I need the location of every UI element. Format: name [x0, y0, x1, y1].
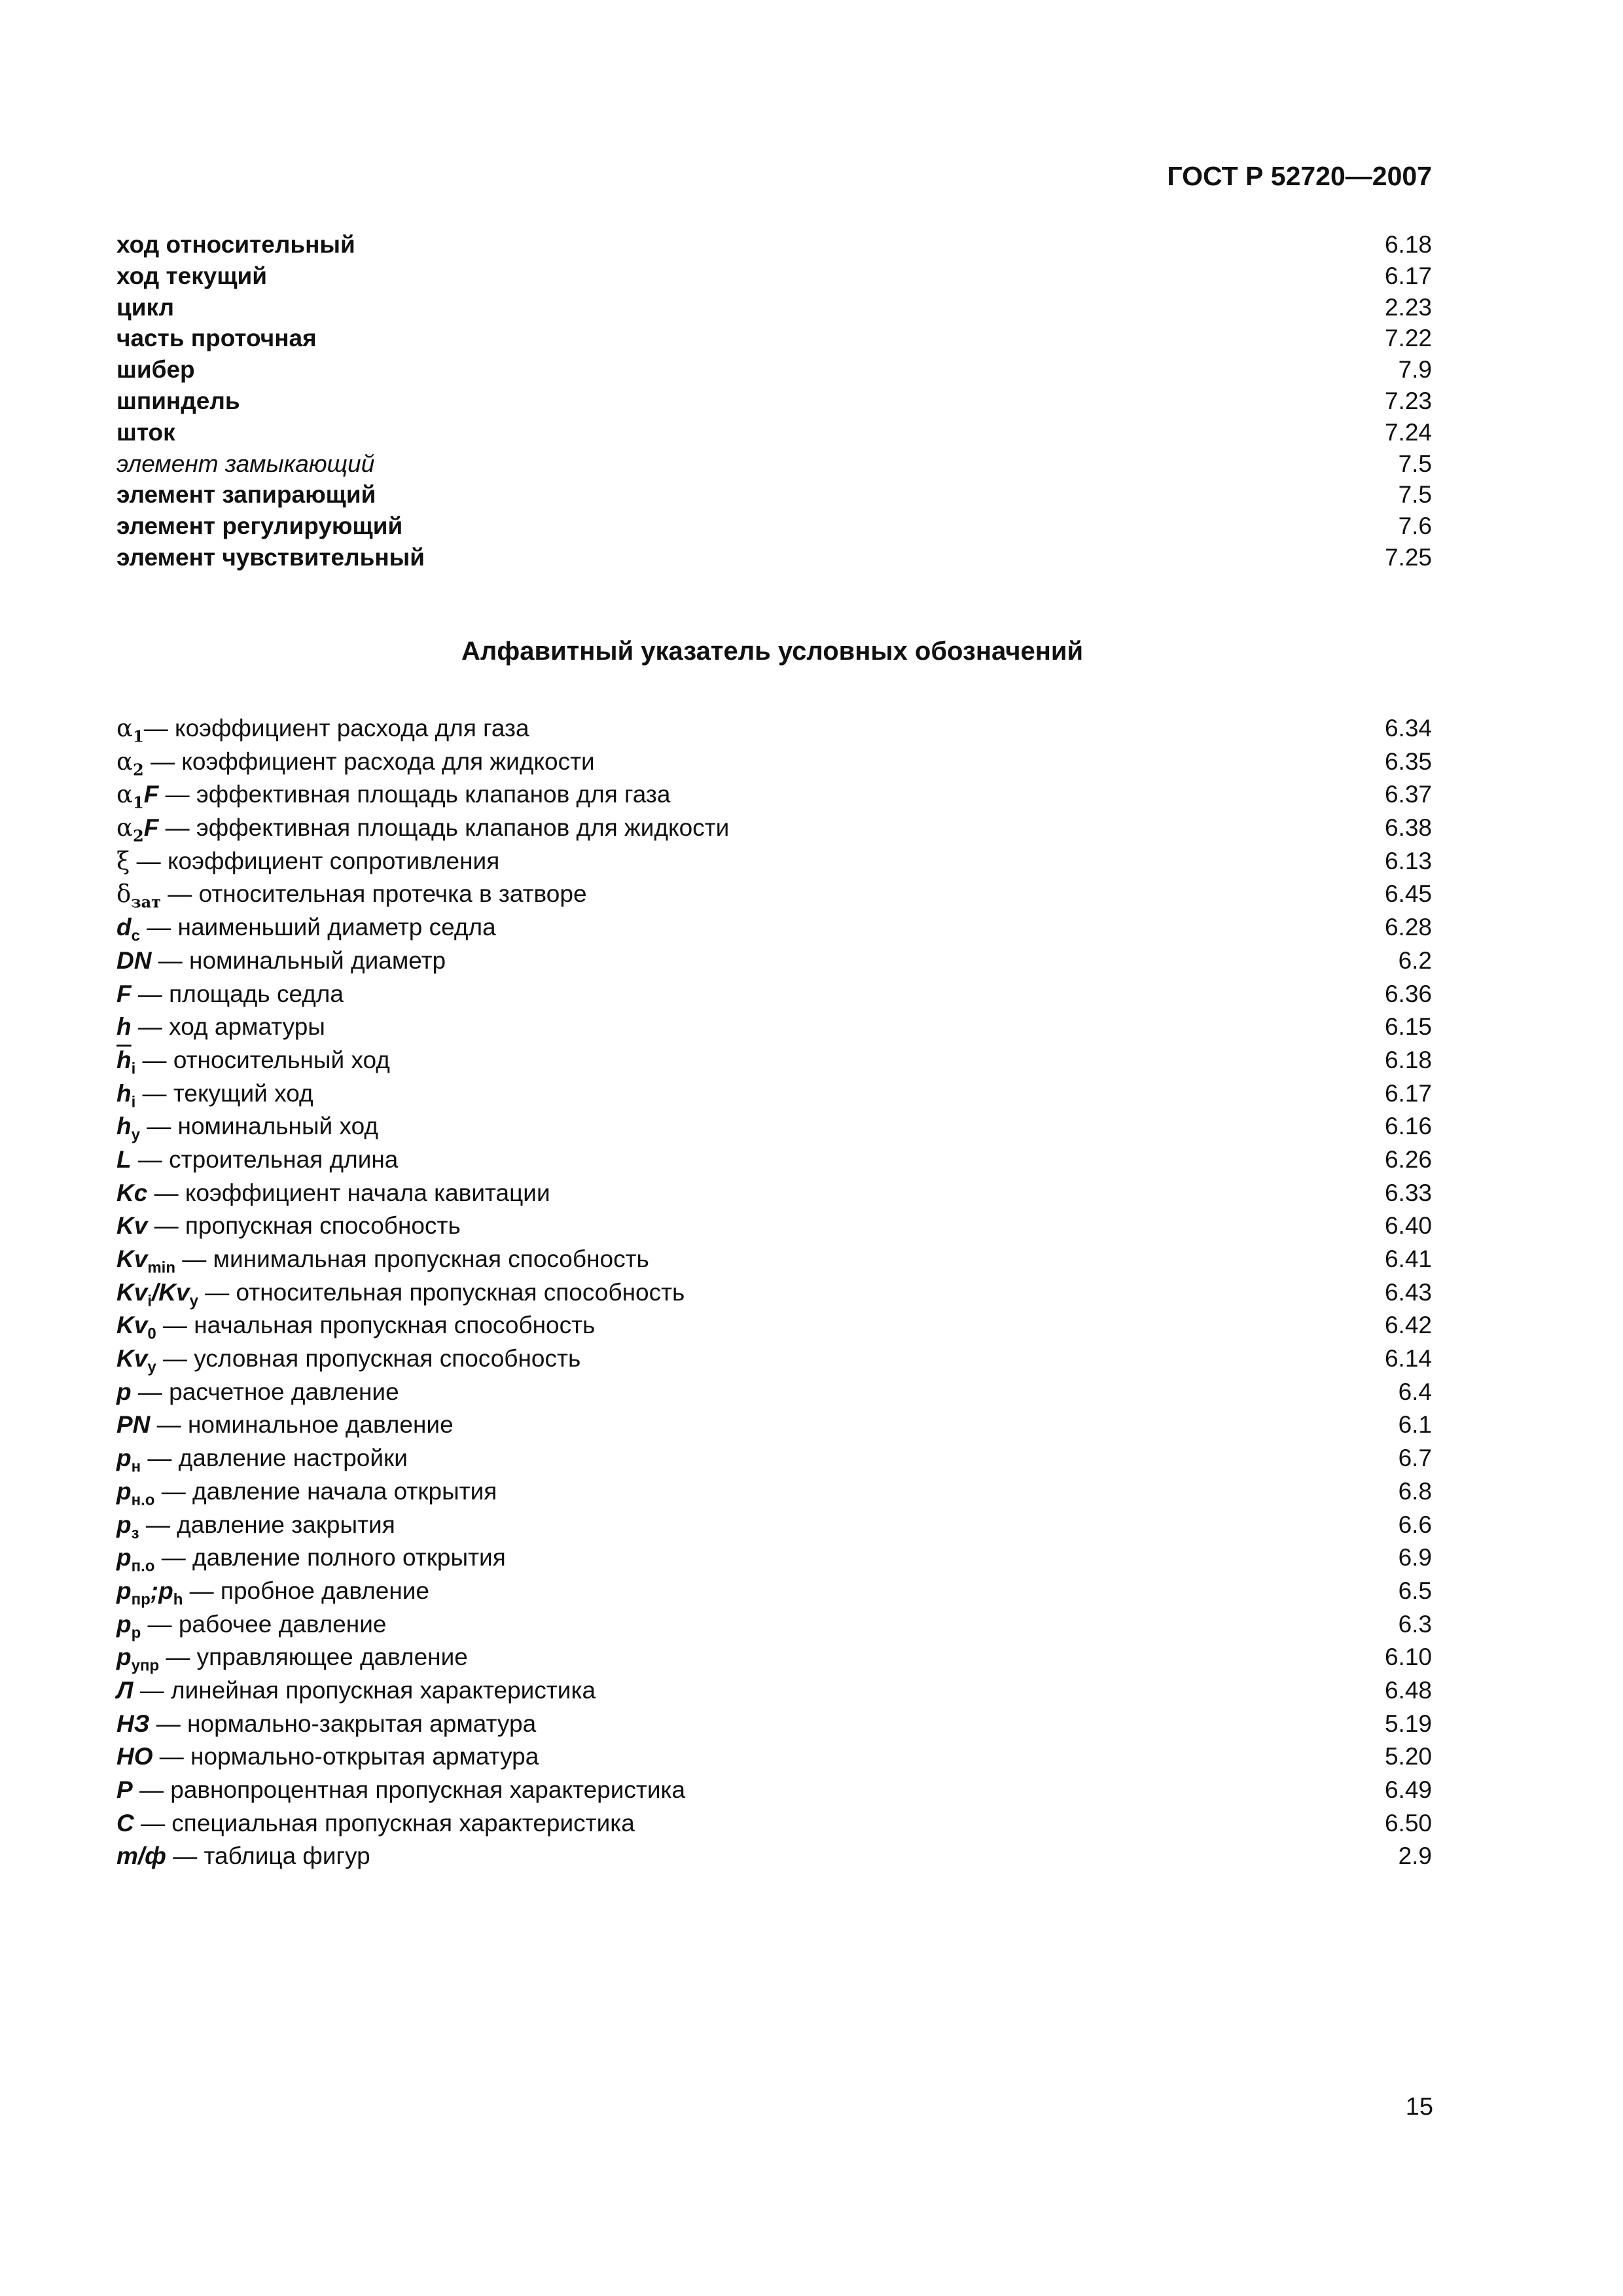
symbol-notation — [116, 1810, 134, 1837]
symbol-base: p — [116, 1511, 132, 1538]
symbol-base: p — [116, 1544, 132, 1571]
term-label: элемент замыкающий — [116, 450, 375, 477]
symbol-description: — давление начала открытия — [154, 1477, 497, 1505]
symbol-base: h — [116, 1013, 132, 1041]
symbol-description: — давление закрытия — [139, 1511, 395, 1538]
symbol-subscript: пр — [131, 1590, 151, 1609]
symbol-row — [116, 1011, 1432, 1044]
symbol-entry — [116, 712, 529, 745]
symbol-subscript: 1 — [133, 726, 144, 746]
symbol-reference: 6.2 — [1398, 946, 1432, 974]
symbol-reference: 6.1 — [1398, 1411, 1432, 1439]
symbol-reference: 6.34 — [1384, 715, 1432, 742]
symbol-reference: 6.37 — [1384, 781, 1432, 808]
symbol-reference: 6.33 — [1384, 1179, 1432, 1206]
symbol-reference: 6.4 — [1398, 1378, 1432, 1405]
symbol-base: Kv — [116, 1246, 148, 1272]
symbol-entry — [116, 1442, 408, 1475]
symbol-suffix: F — [143, 781, 159, 808]
symbol-row — [116, 944, 1432, 978]
symbol-row — [116, 845, 1432, 878]
symbol-entry — [116, 745, 595, 779]
symbol-base: С — [116, 1809, 134, 1837]
symbol-description: — таблица фигур — [166, 1842, 370, 1870]
symbol-description: — специальная пропускная характеристика — [134, 1809, 635, 1837]
term-row — [116, 292, 1432, 323]
symbol-reference: 6.45 — [1384, 880, 1432, 908]
symbol-subscript: у — [131, 1126, 140, 1144]
symbol-base: h — [116, 1113, 132, 1140]
symbol-subscript: 1 — [133, 793, 144, 812]
symbol-description: — площадь седла — [131, 980, 344, 1007]
symbol-description: — минимальная пропускная способность — [175, 1246, 649, 1272]
symbol-description: — номинальный ход — [139, 1113, 378, 1140]
symbol-row — [116, 1608, 1432, 1641]
symbol-description: — условная пропускная способность — [156, 1345, 581, 1372]
symbol-row — [116, 1309, 1432, 1342]
term-label: элемент чувствительный — [116, 543, 425, 571]
symbol-reference: 6.28 — [1384, 914, 1432, 941]
symbol-description: — пробное давление — [183, 1577, 430, 1604]
term-row — [116, 323, 1432, 354]
symbol-row — [116, 1641, 1432, 1674]
symbol-notation — [116, 1544, 155, 1575]
symbol-reference: 6.50 — [1384, 1809, 1432, 1837]
symbol-notation — [116, 780, 159, 812]
symbol-notation — [116, 1345, 156, 1376]
term-label: ход текущий — [116, 262, 268, 289]
symbol-notation — [116, 1079, 136, 1111]
symbol-base: p — [116, 1577, 132, 1604]
symbol-notation — [116, 847, 130, 875]
symbol-reference: 6.42 — [1384, 1312, 1432, 1339]
symbol-description: — нормально-закрытая арматура — [149, 1710, 537, 1737]
symbol-notation — [116, 880, 162, 912]
symbol-description: — номинальный диаметр — [151, 946, 446, 974]
symbol-description: — коэффициент расхода для газа — [143, 715, 529, 742]
symbol-row — [116, 1276, 1432, 1310]
symbol-subscript: у — [147, 1358, 156, 1376]
symbol-base: p — [116, 1477, 132, 1505]
symbol-entry — [116, 812, 729, 845]
symbol-base: α — [116, 814, 133, 842]
symbol-base: p — [116, 1378, 132, 1405]
symbol-description: — давление настройки — [141, 1444, 408, 1472]
symbol-base: Kv — [116, 1312, 148, 1339]
symbol-entry — [116, 1044, 390, 1077]
symbol-notation — [116, 947, 151, 974]
symbol-base: h — [116, 1079, 132, 1107]
term-reference: 7.22 — [1384, 325, 1432, 352]
symbol-base: α — [116, 780, 133, 809]
symbol-entry — [116, 1608, 386, 1641]
symbol-base: НО — [116, 1743, 153, 1770]
symbol-subscript: 0 — [147, 1325, 156, 1343]
symbol-description: — коэффициент сопротивления — [130, 847, 500, 874]
symbol-row — [116, 1575, 1432, 1608]
symbol-reference: 6.6 — [1398, 1511, 1432, 1538]
symbol-entry — [116, 778, 670, 812]
symbol-row — [116, 1408, 1432, 1442]
term-reference: 6.18 — [1384, 231, 1432, 258]
symbol-base: НЗ — [116, 1710, 150, 1737]
symbol-entry — [116, 1674, 596, 1708]
symbol-subscript: п.о — [131, 1557, 155, 1575]
symbol-notation — [116, 1278, 198, 1310]
symbol-entry — [116, 1708, 536, 1741]
symbol-notation — [116, 1743, 153, 1770]
term-reference: 7.9 — [1398, 356, 1432, 384]
symbol-description: — равнопроцентная пропускная характеристика — [132, 1776, 686, 1803]
symbol-base: α — [116, 747, 133, 776]
document-header-standard: ГОСТ Р 52720—2007 — [1167, 161, 1432, 191]
symbol-row — [116, 812, 1432, 845]
symbol-row — [116, 878, 1432, 911]
symbol-description: — номинальное давление — [150, 1411, 454, 1439]
symbol-notation — [116, 1212, 147, 1239]
symbol-notation — [116, 1643, 160, 1675]
symbol-subscript: min — [147, 1259, 175, 1277]
symbol-base: L — [116, 1145, 132, 1173]
symbol-entry — [116, 1210, 461, 1243]
symbol-row — [116, 1376, 1432, 1409]
symbol-row — [116, 1110, 1432, 1143]
symbol-notation — [116, 1146, 132, 1173]
symbol-base: α — [116, 714, 133, 742]
symbol-base: ξ — [116, 846, 130, 875]
symbol-suffix: F — [143, 814, 159, 842]
symbol-entry — [116, 1774, 685, 1807]
symbol-row — [116, 978, 1432, 1011]
symbol-reference: 6.8 — [1398, 1477, 1432, 1505]
symbol-description: — давление полного открытия — [154, 1544, 506, 1571]
symbol-suffix: ;p — [150, 1577, 173, 1604]
symbol-entry — [116, 1110, 378, 1143]
term-label: цикл — [116, 293, 174, 321]
symbol-row — [116, 778, 1432, 812]
symbol-description: — эффективная площадь клапанов для жидкости — [158, 814, 730, 842]
symbol-entry — [116, 978, 344, 1011]
symbol-entry — [116, 1243, 649, 1276]
symbol-description: — линейная пропускная характеристика — [133, 1676, 596, 1704]
symbol-notation — [116, 1677, 133, 1704]
term-row — [116, 479, 1432, 511]
symbol-suffix: /Kv — [151, 1278, 190, 1306]
term-row — [116, 260, 1432, 292]
symbol-description: — нормально-открытая арматура — [152, 1743, 539, 1770]
symbol-row — [116, 1077, 1432, 1111]
symbol-base: δ — [116, 880, 132, 908]
symbol-description: — расчетное давление — [131, 1378, 399, 1405]
symbol-notation — [116, 714, 144, 746]
symbol-notation — [116, 980, 132, 1007]
term-row — [116, 542, 1432, 573]
symbol-notation — [116, 1610, 141, 1641]
term-reference: 2.23 — [1384, 293, 1432, 321]
symbol-entry — [116, 845, 499, 878]
symbol-reference: 6.35 — [1384, 747, 1432, 775]
symbol-reference: 6.17 — [1384, 1079, 1432, 1107]
symbol-row — [116, 1840, 1432, 1873]
term-label: элемент регулирующий — [116, 512, 403, 540]
symbol-entry — [116, 1575, 429, 1608]
symbol-description: — начальная пропускная способность — [156, 1312, 596, 1339]
symbol-reference: 2.9 — [1398, 1842, 1432, 1870]
section-title: Алфавитный указатель условных обозначений — [461, 637, 1084, 666]
symbol-base: $\overline{h}$ — [116, 1046, 132, 1073]
symbol-entry — [116, 1342, 580, 1376]
symbol-reference: 6.10 — [1384, 1643, 1432, 1671]
symbol-entry — [116, 1376, 399, 1409]
symbol-description: — коэффициент начала кавитации — [147, 1179, 550, 1206]
symbol-reference: 6.26 — [1384, 1145, 1432, 1173]
symbol-notation — [116, 747, 144, 780]
symbol-notation — [116, 814, 159, 846]
symbol-notation — [116, 1411, 150, 1438]
symbol-subscript: зат — [131, 892, 162, 912]
symbol-subscript: с — [131, 927, 140, 945]
symbol-entry — [116, 1276, 685, 1310]
symbol-description: — строительная длина — [131, 1145, 399, 1173]
symbol-reference: 6.18 — [1384, 1046, 1432, 1073]
symbol-notation — [116, 914, 140, 945]
symbol-notation — [116, 1577, 183, 1609]
symbol-description: — эффективная площадь клапанов для газа — [158, 781, 671, 808]
symbol-notation — [116, 1013, 132, 1040]
symbol-notation — [116, 1378, 132, 1405]
symbol-notation — [116, 1312, 156, 1343]
symbol-entry — [116, 1475, 497, 1509]
symbol-notation — [116, 1444, 141, 1476]
symbol-subscript: i — [131, 1092, 136, 1111]
symbol-subscript: 2 — [133, 760, 144, 780]
symbol-base: PN — [116, 1411, 151, 1439]
symbol-description: — текущий ход — [135, 1079, 313, 1107]
term-reference: 7.24 — [1384, 418, 1432, 446]
symbol-reference: 6.3 — [1398, 1610, 1432, 1638]
symbol-row — [116, 1044, 1432, 1077]
symbol-reference: 6.9 — [1398, 1544, 1432, 1571]
term-reference: 7.23 — [1384, 387, 1432, 414]
symbol-entry — [116, 1509, 395, 1542]
symbol-row — [116, 1541, 1432, 1575]
term-reference: 7.5 — [1398, 450, 1432, 477]
symbol-notation — [116, 1511, 139, 1542]
symbol-notation — [116, 1246, 175, 1277]
symbol-reference: 6.7 — [1398, 1444, 1432, 1472]
symbol-description: — рабочее давление — [141, 1610, 387, 1638]
symbol-row — [116, 1740, 1432, 1774]
symbol-notation — [116, 1113, 140, 1144]
symbol-base: т/ф — [116, 1842, 166, 1870]
symbol-subscript: i — [131, 1060, 136, 1078]
symbol-reference: 6.16 — [1384, 1113, 1432, 1140]
symbol-subscript: i — [147, 1292, 152, 1310]
symbol-notation — [116, 1776, 133, 1803]
term-label: ход относительный — [116, 231, 355, 258]
symbol-description: — относительная пропускная способность — [198, 1278, 685, 1306]
symbol-entry — [116, 1840, 370, 1873]
symbol-base: p — [116, 1643, 132, 1671]
term-label: шток — [116, 418, 175, 446]
symbol-row — [116, 1674, 1432, 1708]
term-reference: 7.5 — [1398, 481, 1432, 509]
symbol-row — [116, 1807, 1432, 1840]
symbols-index-list — [116, 712, 1432, 1873]
symbol-description: — коэффициент расхода для жидкости — [143, 747, 595, 775]
symbol-reference: 6.41 — [1384, 1246, 1432, 1272]
symbol-entry — [116, 878, 587, 911]
symbol-subscript: з — [131, 1524, 139, 1542]
symbol-entry — [116, 1177, 550, 1210]
symbol-row — [116, 1509, 1432, 1542]
symbol-notation — [116, 1710, 150, 1737]
symbol-reference: 5.19 — [1384, 1710, 1432, 1737]
symbol-description: — ход арматуры — [131, 1013, 325, 1041]
symbol-subscript: h — [173, 1590, 183, 1609]
symbol-reference: 6.43 — [1384, 1278, 1432, 1306]
symbol-entry — [116, 1309, 595, 1342]
symbol-row — [116, 1143, 1432, 1177]
symbol-row — [116, 1708, 1432, 1741]
symbol-entry — [116, 1807, 635, 1840]
symbol-description: — относительный ход — [135, 1046, 390, 1073]
symbol-row — [116, 1177, 1432, 1210]
symbol-base: d — [116, 914, 132, 941]
symbol-row — [116, 911, 1432, 944]
symbol-subscript: р — [131, 1623, 141, 1641]
symbol-reference: 6.40 — [1384, 1212, 1432, 1240]
symbol-description: — пропускная способность — [147, 1212, 461, 1240]
symbol-subscript: н.о — [131, 1491, 155, 1509]
term-reference: 6.17 — [1384, 262, 1432, 289]
term-row — [116, 386, 1432, 417]
symbol-row — [116, 1774, 1432, 1807]
symbol-row — [116, 1243, 1432, 1276]
page-number: 15 — [1405, 2093, 1433, 2121]
symbol-row — [116, 1210, 1432, 1243]
term-row — [116, 511, 1432, 542]
symbol-reference: 6.13 — [1384, 847, 1432, 874]
term-reference: 7.25 — [1384, 543, 1432, 571]
symbol-subscript: упр — [131, 1657, 160, 1675]
symbol-base: Л — [116, 1676, 134, 1704]
symbol-base: Kc — [116, 1179, 148, 1206]
symbol-notation — [116, 1842, 166, 1869]
symbol-entry — [116, 944, 446, 978]
symbol-entry — [116, 911, 496, 944]
symbol-base: p — [116, 1610, 132, 1638]
symbol-entry — [116, 1408, 454, 1442]
symbol-row — [116, 1342, 1432, 1376]
symbol-base: Kv — [116, 1212, 148, 1240]
symbol-row — [116, 745, 1432, 779]
symbol-base: Р — [116, 1776, 133, 1803]
symbol-subscript: 2 — [133, 826, 144, 846]
symbol-reference: 6.5 — [1398, 1577, 1432, 1604]
symbol-entry — [116, 1143, 398, 1177]
symbol-subscript: н — [131, 1458, 141, 1476]
symbol-reference: 6.14 — [1384, 1345, 1432, 1372]
symbol-notation — [116, 1046, 136, 1078]
symbol-base: Kv — [116, 1345, 148, 1372]
symbol-description: — управляющее давление — [159, 1643, 468, 1671]
term-row — [116, 354, 1432, 386]
term-label: часть проточная — [116, 325, 317, 352]
symbol-entry — [116, 1641, 468, 1674]
symbol-description: — относительная протечка в затворе — [161, 880, 587, 908]
symbol-entry — [116, 1541, 506, 1575]
symbol-base: F — [116, 980, 132, 1007]
terms-index-list — [116, 229, 1432, 573]
symbol-description: — наименьший диаметр седла — [139, 914, 496, 941]
symbol-entry — [116, 1011, 325, 1044]
term-row — [116, 417, 1432, 448]
term-label: элемент запирающий — [116, 481, 376, 509]
symbol-reference: 6.49 — [1384, 1776, 1432, 1803]
symbol-row — [116, 1442, 1432, 1475]
symbol-subscript: у — [189, 1292, 198, 1310]
symbol-base: DN — [116, 946, 152, 974]
symbol-reference: 6.38 — [1384, 814, 1432, 842]
term-row — [116, 448, 1432, 480]
symbol-reference: 6.48 — [1384, 1676, 1432, 1704]
symbol-row — [116, 1475, 1432, 1509]
symbol-reference: 5.20 — [1384, 1743, 1432, 1770]
symbol-reference: 6.15 — [1384, 1013, 1432, 1041]
symbol-base: p — [116, 1444, 132, 1472]
symbol-base: Kv — [116, 1278, 148, 1306]
symbol-notation — [116, 1179, 147, 1206]
symbol-row — [116, 712, 1432, 745]
symbol-reference: 6.36 — [1384, 980, 1432, 1007]
symbol-entry — [116, 1740, 539, 1774]
term-label: шибер — [116, 356, 195, 384]
term-row — [116, 229, 1432, 260]
term-reference: 7.6 — [1398, 512, 1432, 540]
symbol-entry — [116, 1077, 313, 1111]
term-label: шпиндель — [116, 387, 240, 414]
symbol-notation — [116, 1477, 155, 1509]
